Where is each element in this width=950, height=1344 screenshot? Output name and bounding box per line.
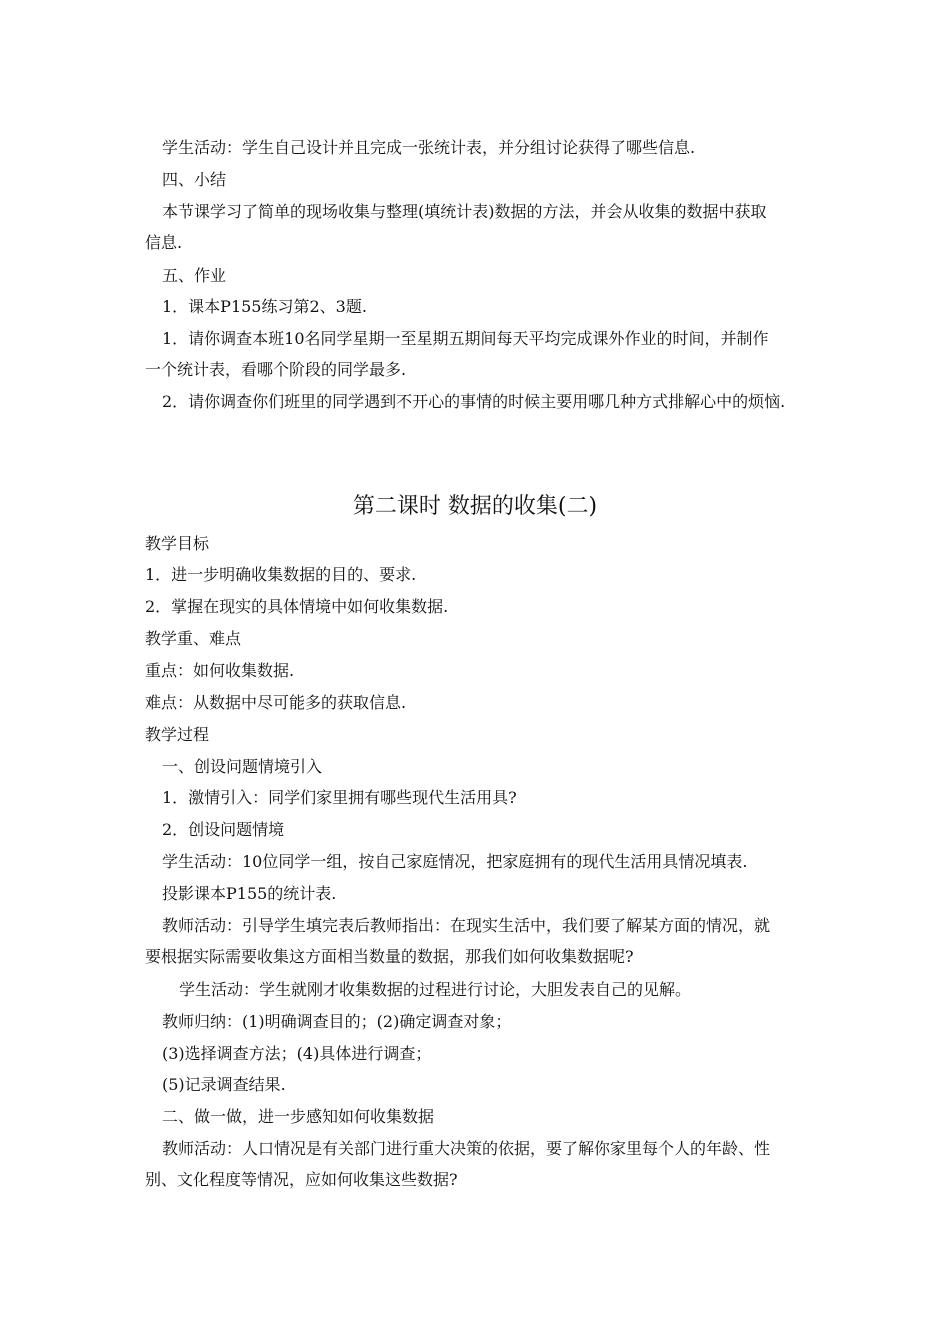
section-1-item-1: 1．激情引入：同学们家里拥有哪些现代生活用具? xyxy=(162,788,517,807)
student-activity-2: 学生活动：学生就刚才收集数据的过程进行讨论，大胆发表自己的见解。 xyxy=(179,980,692,999)
paragraph-summary-line2: 信息. xyxy=(145,233,183,252)
homework-item-3: 2．请你调查你们班里的同学遇到不开心的事情的时候主要用哪几种方式排解心中的烦恼. xyxy=(162,392,786,411)
homework-item-1: 1．课本P155练习第2、3题. xyxy=(162,297,367,316)
homework-item-2-line1: 1．请你调查本班10名同学星期一至星期五期间每天平均完成课外作业的时间，并制作 xyxy=(162,329,769,348)
heading-key-points: 教学重、难点 xyxy=(145,629,242,648)
student-activity-1: 学生活动：10位同学一组，按自己家庭情况，把家庭拥有的现代生活用具情况填表. xyxy=(162,852,748,871)
teacher-summary-3: (5)记录调查结果. xyxy=(162,1075,286,1094)
paragraph-summary-line1: 本节课学习了简单的现场收集与整理(填统计表)数据的方法，并会从收集的数据中获取 xyxy=(162,202,767,221)
section-1-item-2: 2．创设问题情境 xyxy=(162,820,285,839)
teacher-summary-1: 教师归纳：(1)明确调查目的；(2)确定调查对象； xyxy=(162,1012,512,1031)
teacher-summary-2: (3)选择调查方法；(4)具体进行调查； xyxy=(162,1044,432,1063)
teacher-activity-1-line2: 要根据实际需要收集这方面相当数量的数据，那我们如何收集数据呢? xyxy=(145,947,634,966)
objective-1: 1．进一步明确收集数据的目的、要求. xyxy=(145,565,417,584)
teacher-activity-2-line1: 教师活动：人口情况是有关部门进行重大决策的依据，要了解你家里每个人的年龄、性 xyxy=(162,1139,771,1158)
teacher-activity-2-line2: 别、文化程度等情况，应如何收集这些数据? xyxy=(145,1170,458,1189)
heading-summary: 四、小结 xyxy=(162,170,227,189)
section-1-heading: 一、创设问题情境引入 xyxy=(162,757,323,776)
difficult-point: 难点：从数据中尽可能多的获取信息. xyxy=(145,693,407,712)
heading-objectives: 教学目标 xyxy=(145,534,210,553)
heading-process: 教学过程 xyxy=(145,725,210,744)
lesson-title: 第二课时 数据的收集(二) xyxy=(352,494,598,519)
homework-item-2-line2: 一个统计表，看哪个阶段的同学最多. xyxy=(145,360,407,379)
heading-homework: 五、作业 xyxy=(162,266,227,285)
section-2-heading: 二、做一做，进一步感知如何收集数据 xyxy=(162,1107,435,1126)
objective-2: 2．掌握在现实的具体情境中如何收集数据. xyxy=(145,597,449,616)
key-point: 重点：如何收集数据. xyxy=(145,661,295,680)
projection-note: 投影课本P155的统计表. xyxy=(162,884,337,903)
teacher-activity-1-line1: 教师活动：引导学生填完表后教师指出：在现实生活中，我们要了解某方面的情况，就 xyxy=(162,916,771,935)
paragraph-student-activity: 学生活动：学生自己设计并且完成一张统计表，并分组讨论获得了哪些信息. xyxy=(162,138,696,157)
